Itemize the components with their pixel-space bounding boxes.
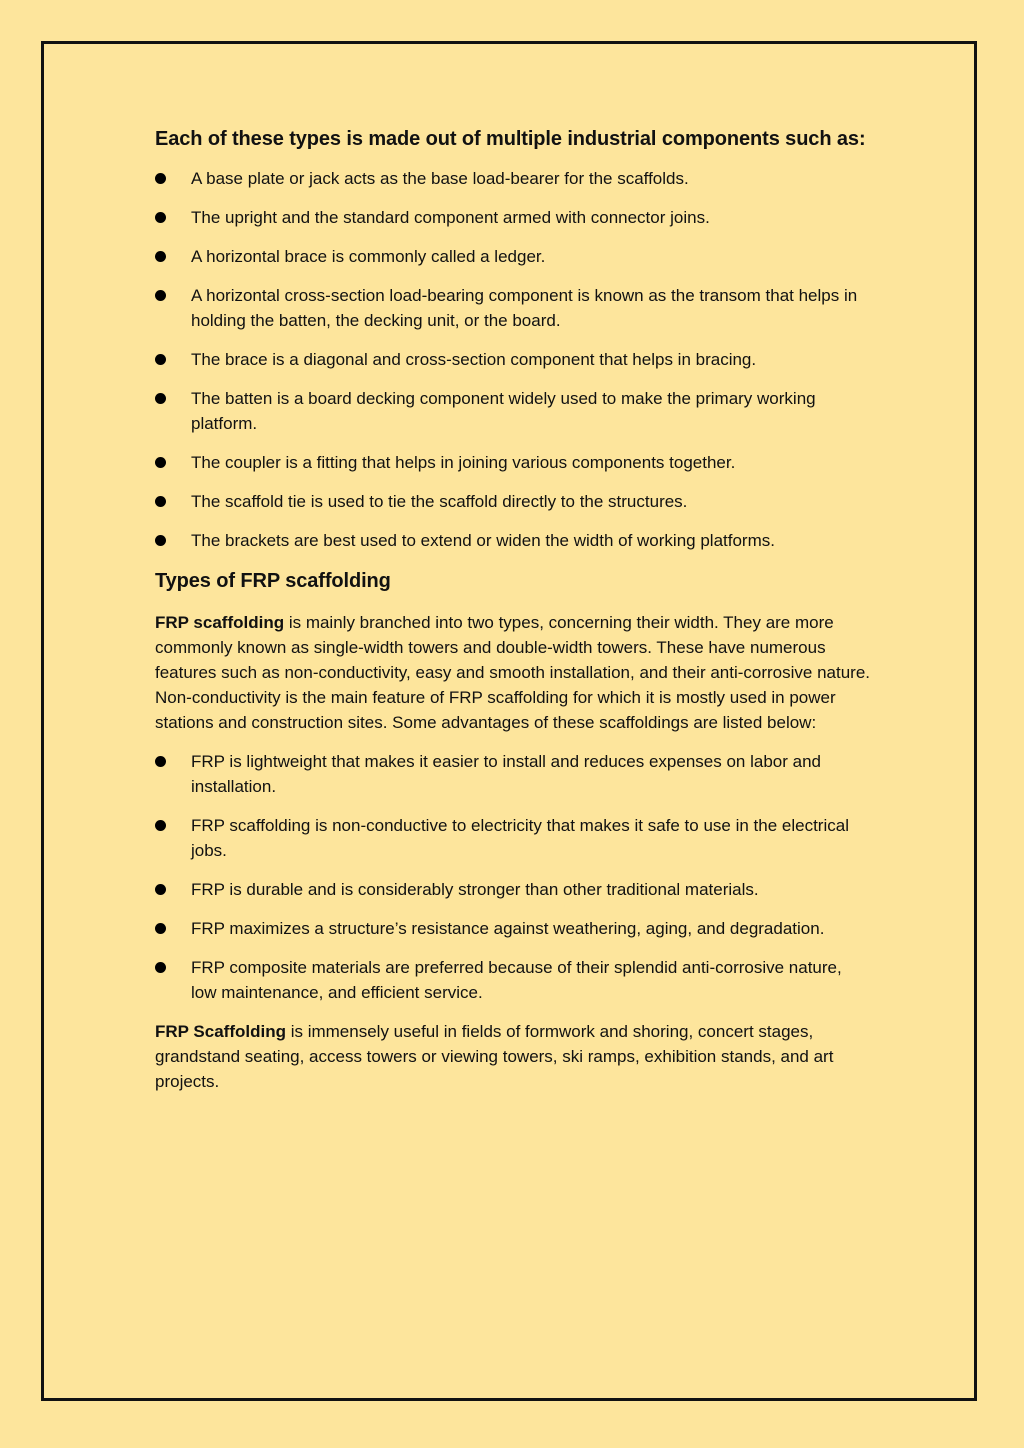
list-item: [155, 450, 870, 475]
list-item: [155, 489, 870, 514]
list-item: [155, 916, 870, 941]
bullet-icon: [155, 962, 166, 973]
bullet-icon: [155, 496, 166, 507]
list-item-text: FRP maximizes a structure’s resistance against weathering, aging, and degradation.: [191, 919, 825, 938]
bullet-icon: [155, 354, 166, 365]
closing-text: is immensely useful in fields of formwork and shoring, concert stages, grandstand seating, access towers or viewing towers, ski ramps, exhibition stands, and art projects.: [155, 1022, 834, 1091]
list-item: [155, 205, 870, 230]
list-item: [155, 528, 870, 553]
list-item-text: The batten is a board decking component widely used to make the primary working platform.: [191, 389, 816, 433]
bullet-icon: [155, 290, 166, 301]
bullet-icon: [155, 535, 166, 546]
bullet-icon: [155, 820, 166, 831]
list-item-text: The upright and the standard component armed with connector joins.: [191, 208, 710, 227]
intro-bold-term: FRP scaffolding: [155, 613, 285, 632]
bullet-icon: [155, 457, 166, 468]
list-item: [155, 347, 870, 372]
bullet-icon: [155, 756, 166, 767]
list-item-text: FRP scaffolding is non-conductive to electricity that makes it safe to use in the electrical jobs.: [191, 816, 849, 860]
bullet-icon: [155, 923, 166, 934]
list-item-text: FRP composite materials are preferred because of their splendid anti-corrosive nature, low maintenance, and efficient service.: [191, 958, 842, 1002]
components-heading: Each of these types is made out of multiple industrial components such as:: [155, 128, 866, 150]
types-heading: Types of FRP scaffolding: [155, 570, 391, 592]
bullet-icon: [155, 173, 166, 184]
bullet-icon: [155, 212, 166, 223]
list-item-text: The brace is a diagonal and cross-section component that helps in bracing.: [191, 350, 757, 369]
list-item: [155, 749, 870, 799]
bullet-icon: [155, 884, 166, 895]
list-item-text: FRP is lightweight that makes it easier to install and reduces expenses on labor and installation.: [191, 752, 821, 796]
list-item-text: A horizontal brace is commonly called a ledger.: [191, 247, 546, 266]
closing-paragraph: [155, 1019, 870, 1094]
closing-bold-term: FRP Scaffolding: [155, 1022, 286, 1041]
intro-text: is mainly branched into two types, concerning their width. They are more commonly known as single-width towers and double-width towers. These have numerous features such as non-conductivity, easy and smooth installation, and their anti-corrosive nature. Non-conductivity is the main feature of FRP scaffolding for which it is mostly used in power stations and construction sites. Some advantages of these scaffoldings are listed below:: [155, 613, 871, 732]
list-item: [155, 386, 870, 436]
list-item: [155, 244, 870, 269]
list-item-text: A horizontal cross-section load-bearing component is known as the transom that helps in holding the batten, the decking unit, or the board.: [191, 286, 858, 330]
list-item: [155, 877, 870, 902]
list-item-text: The scaffold tie is used to tie the scaffold directly to the structures.: [191, 492, 688, 511]
advantages-list: [155, 749, 870, 1005]
list-item-text: The brackets are best used to extend or widen the width of working platforms.: [191, 531, 775, 550]
document-body: [155, 125, 870, 1108]
list-item-text: A base plate or jack acts as the base load-bearer for the scaffolds.: [191, 169, 689, 188]
list-item: [155, 283, 870, 333]
list-item-text: FRP is durable and is considerably stronger than other traditional materials.: [191, 880, 759, 899]
list-item: [155, 955, 870, 1005]
intro-paragraph: [155, 610, 870, 735]
list-item-text: The coupler is a fitting that helps in joining various components together.: [191, 453, 736, 472]
bullet-icon: [155, 251, 166, 262]
bullet-icon: [155, 393, 166, 404]
list-item: [155, 166, 870, 191]
list-item: [155, 813, 870, 863]
components-list: [155, 166, 870, 553]
